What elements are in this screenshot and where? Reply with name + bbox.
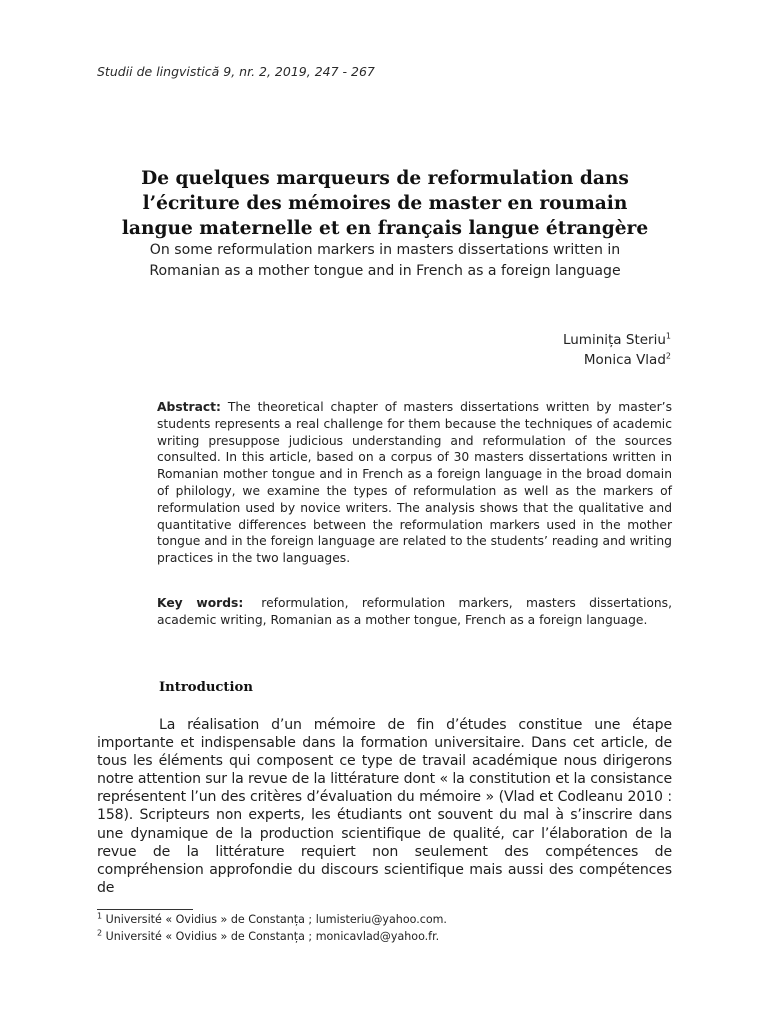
keywords-label: Key words: (157, 596, 244, 610)
author-name: Luminița Steriu (562, 332, 666, 348)
journal-reference: Studii de lingvistică 9, nr. 2, 2019, 247 - 267 (97, 64, 375, 79)
abstract-text: The theoretical chapter of masters dissertations written by master’s students represents a real challenge for them because the techniques of academic writing presuppose judicious understanding and reformulation of the sources consulted. In this article, based on a corpus of 30 masters dissertations written in Romanian mother tongue and in French as a foreign language in the broad domain of philology, we examine the types of reformulation as well as the markers of reformulation used by novice writers. The analysis shows that the qualitative and quantitative differences between the reformulation markers used in the mother tongue and in the foreign language are related to the students’ reading and writing practices in the two languages. (157, 400, 672, 566)
subtitle-line: On some reformulation markers in masters dissertations written in (149, 242, 621, 258)
footnote (97, 911, 447, 928)
abstract (157, 399, 672, 567)
author-name: Monica Vlad (583, 352, 666, 368)
author (563, 350, 671, 370)
footnote-text: Université « Ovidius » de Constanța ; lumisteriu@yahoo.com. (105, 913, 447, 926)
keywords (157, 595, 672, 629)
title-line: langue maternelle et en français langue étrangère (121, 218, 649, 239)
body-paragraph (97, 716, 672, 897)
section-heading: Introduction (159, 680, 253, 695)
footnote-divider (97, 909, 193, 910)
author-list (563, 330, 671, 370)
footnote-text: Université « Ovidius » de Constanța ; monicavlad@yahoo.fr. (105, 930, 440, 943)
title-line: De quelques marqueurs de reformulation dans (141, 168, 629, 189)
author (563, 330, 671, 350)
article-subtitle (90, 240, 680, 282)
paragraph-text: La réalisation d’un mémoire de fin d’études constitue une étape importante et indispensable dans la formation universitaire. Dans cet article, de tous les éléments qui composent ce type de travail académique nous dirigerons notre attention sur la revue de la littérature dont « la constitution et la consistance représentent l’un des critères d’évaluation du mémoire » (Vlad et Codleanu 2010 : 158). Scripteurs non experts, les étudiants ont souvent du mal à s’inscrire dans une dynamique de la production scientifique de qualité, car l’élaboration de la revue de la littérature requiert non seulement des compétences de compréhension approfondie du discours scientifique mais aussi des compétences de (97, 717, 672, 896)
keywords-text: reformulation, reformulation markers, masters dissertations, academic writing, Romanian as a mother tongue, French as a foreign language. (157, 596, 672, 627)
title-line: l’écriture des mémoires de master en roumain (142, 193, 628, 214)
subtitle-line: Romanian as a mother tongue and in French as a foreign language (149, 263, 621, 279)
footnote-number: 2 (97, 928, 103, 938)
abstract-label: Abstract: (157, 400, 221, 414)
footnote-number: 1 (97, 911, 103, 921)
footnotes (97, 911, 447, 945)
article-title (90, 166, 680, 241)
footnote-ref: 1 (665, 331, 671, 341)
footnote-ref: 2 (665, 351, 671, 361)
footnote (97, 928, 447, 945)
